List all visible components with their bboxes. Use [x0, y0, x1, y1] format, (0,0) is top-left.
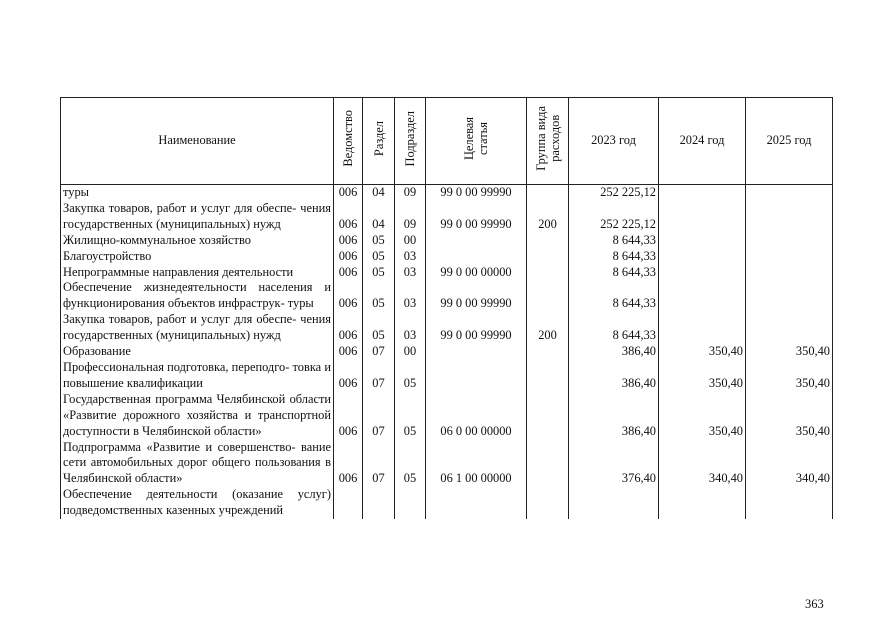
cell-celevaya-statya: 06 0 00 00000	[426, 392, 527, 440]
cell-celevaya-statya: 06 1 00 00000	[426, 440, 527, 488]
cell-gruppa-rashodov	[527, 265, 569, 281]
cell-celevaya-statya	[426, 487, 527, 519]
cell-celevaya-statya: 99 0 00 99990	[426, 201, 527, 233]
header-vedomstvo: Ведомство	[334, 98, 363, 185]
cell-2023: 386,40	[569, 344, 659, 360]
header-2025: 2025 год	[746, 98, 833, 185]
cell-razdel: 05	[363, 265, 395, 281]
table-row	[61, 487, 833, 519]
cell-2025	[746, 280, 833, 312]
cell-razdel: 05	[363, 312, 395, 344]
cell-vedomstvo: 006	[334, 344, 363, 360]
cell-celevaya-statya: 99 0 00 99990	[426, 280, 527, 312]
cell-2023: 8 644,33	[569, 249, 659, 265]
cell-2023: 386,40	[569, 360, 659, 392]
cell-2024	[659, 233, 746, 249]
cell-name: Благоустройство	[61, 249, 334, 265]
cell-gruppa-rashodov	[527, 280, 569, 312]
cell-celevaya-statya	[426, 344, 527, 360]
table-row	[61, 185, 833, 201]
table-row	[61, 233, 833, 249]
cell-podrazdel	[395, 487, 426, 519]
cell-celevaya-statya: 99 0 00 99990	[426, 185, 527, 201]
cell-2025	[746, 487, 833, 519]
cell-razdel: 05	[363, 249, 395, 265]
cell-gruppa-rashodov	[527, 185, 569, 201]
header-2024: 2024 год	[659, 98, 746, 185]
cell-2023: 8 644,33	[569, 280, 659, 312]
cell-vedomstvo	[334, 487, 363, 519]
cell-podrazdel: 05	[395, 392, 426, 440]
cell-vedomstvo: 006	[334, 265, 363, 281]
cell-podrazdel: 00	[395, 344, 426, 360]
cell-razdel: 05	[363, 280, 395, 312]
cell-razdel: 07	[363, 392, 395, 440]
table-header-row	[61, 98, 833, 185]
cell-2025	[746, 265, 833, 281]
cell-gruppa-rashodov	[527, 360, 569, 392]
cell-gruppa-rashodov	[527, 487, 569, 519]
cell-celevaya-statya	[426, 360, 527, 392]
cell-vedomstvo: 006	[334, 392, 363, 440]
cell-2025: 350,40	[746, 360, 833, 392]
table-row	[61, 392, 833, 440]
cell-2024	[659, 487, 746, 519]
cell-razdel: 07	[363, 440, 395, 488]
table-row	[61, 440, 833, 488]
cell-name: Государственная программа Челябинской области «Развитие дорожного хозяйства и транспортной доступности в Челябинской области»	[61, 392, 334, 440]
cell-gruppa-rashodov	[527, 233, 569, 249]
cell-name: Непрограммные направления деятельности	[61, 265, 334, 281]
cell-gruppa-rashodov	[527, 392, 569, 440]
header-name: Наименование	[61, 98, 334, 185]
cell-vedomstvo: 006	[334, 249, 363, 265]
cell-name: Образование	[61, 344, 334, 360]
cell-2025: 340,40	[746, 440, 833, 488]
cell-2025: 350,40	[746, 392, 833, 440]
cell-name: Профессиональная подготовка, переподго- товка и повышение квалификации	[61, 360, 334, 392]
cell-gruppa-rashodov	[527, 344, 569, 360]
cell-razdel: 05	[363, 233, 395, 249]
table-row	[61, 312, 833, 344]
cell-2023: 8 644,33	[569, 312, 659, 344]
header-celevaya-statya: Целевая статья	[426, 98, 527, 185]
cell-2023: 386,40	[569, 392, 659, 440]
cell-2023: 252 225,12	[569, 185, 659, 201]
cell-2024	[659, 312, 746, 344]
cell-2025	[746, 249, 833, 265]
cell-podrazdel: 03	[395, 265, 426, 281]
cell-podrazdel: 05	[395, 360, 426, 392]
cell-2023: 8 644,33	[569, 233, 659, 249]
cell-podrazdel: 09	[395, 185, 426, 201]
cell-name: Обеспечение деятельности (оказание услуг) подведомственных казенных учреждений	[61, 487, 334, 519]
cell-razdel	[363, 487, 395, 519]
cell-podrazdel: 00	[395, 233, 426, 249]
header-razdel: Раздел	[363, 98, 395, 185]
table-row	[61, 201, 833, 233]
header-gruppa-rashodov: Группа вида расходов	[527, 98, 569, 185]
cell-2024	[659, 249, 746, 265]
page-number: 363	[805, 597, 824, 611]
cell-razdel: 07	[363, 360, 395, 392]
cell-2025	[746, 185, 833, 201]
cell-celevaya-statya	[426, 249, 527, 265]
cell-gruppa-rashodov: 200	[527, 201, 569, 233]
table-row	[61, 344, 833, 360]
cell-vedomstvo: 006	[334, 233, 363, 249]
cell-vedomstvo: 006	[334, 201, 363, 233]
cell-vedomstvo: 006	[334, 440, 363, 488]
cell-vedomstvo: 006	[334, 280, 363, 312]
header-2023: 2023 год	[569, 98, 659, 185]
cell-2024: 350,40	[659, 344, 746, 360]
cell-2025: 350,40	[746, 344, 833, 360]
cell-podrazdel: 03	[395, 249, 426, 265]
table-row	[61, 265, 833, 281]
cell-vedomstvo: 006	[334, 312, 363, 344]
cell-2024: 350,40	[659, 392, 746, 440]
table-row	[61, 249, 833, 265]
cell-name: Закупка товаров, работ и услуг для обеспе- чения государственных (муниципальных) нужд	[61, 201, 334, 233]
cell-2024: 340,40	[659, 440, 746, 488]
cell-podrazdel: 09	[395, 201, 426, 233]
table-row	[61, 360, 833, 392]
cell-2023: 8 644,33	[569, 265, 659, 281]
cell-razdel: 04	[363, 201, 395, 233]
cell-2025	[746, 201, 833, 233]
cell-2024: 350,40	[659, 360, 746, 392]
cell-podrazdel: 05	[395, 440, 426, 488]
cell-2023	[569, 487, 659, 519]
cell-celevaya-statya: 99 0 00 99990	[426, 312, 527, 344]
budget-table	[60, 97, 833, 519]
cell-name: туры	[61, 185, 334, 201]
cell-2025	[746, 312, 833, 344]
cell-2023: 252 225,12	[569, 201, 659, 233]
cell-podrazdel: 03	[395, 280, 426, 312]
cell-celevaya-statya	[426, 233, 527, 249]
cell-gruppa-rashodov	[527, 440, 569, 488]
cell-name: Подпрограмма «Развитие и совершенство- вание сети автомобильных дорог общего пользования в Челябинской области»	[61, 440, 334, 488]
cell-vedomstvo: 006	[334, 360, 363, 392]
cell-gruppa-rashodov: 200	[527, 312, 569, 344]
cell-razdel: 07	[363, 344, 395, 360]
table-row	[61, 280, 833, 312]
cell-gruppa-rashodov	[527, 249, 569, 265]
cell-name: Жилищно-коммунальное хозяйство	[61, 233, 334, 249]
cell-2024	[659, 185, 746, 201]
cell-2024	[659, 201, 746, 233]
cell-celevaya-statya: 99 0 00 00000	[426, 265, 527, 281]
cell-name: Обеспечение жизнедеятельности населения и функционирования объектов инфраструк- туры	[61, 280, 334, 312]
cell-razdel: 04	[363, 185, 395, 201]
cell-2024	[659, 265, 746, 281]
cell-2023: 376,40	[569, 440, 659, 488]
header-podrazdel: Подраздел	[395, 98, 426, 185]
cell-vedomstvo: 006	[334, 185, 363, 201]
cell-podrazdel: 03	[395, 312, 426, 344]
cell-name: Закупка товаров, работ и услуг для обеспе- чения государственных (муниципальных) нужд	[61, 312, 334, 344]
cell-2024	[659, 280, 746, 312]
cell-2025	[746, 233, 833, 249]
